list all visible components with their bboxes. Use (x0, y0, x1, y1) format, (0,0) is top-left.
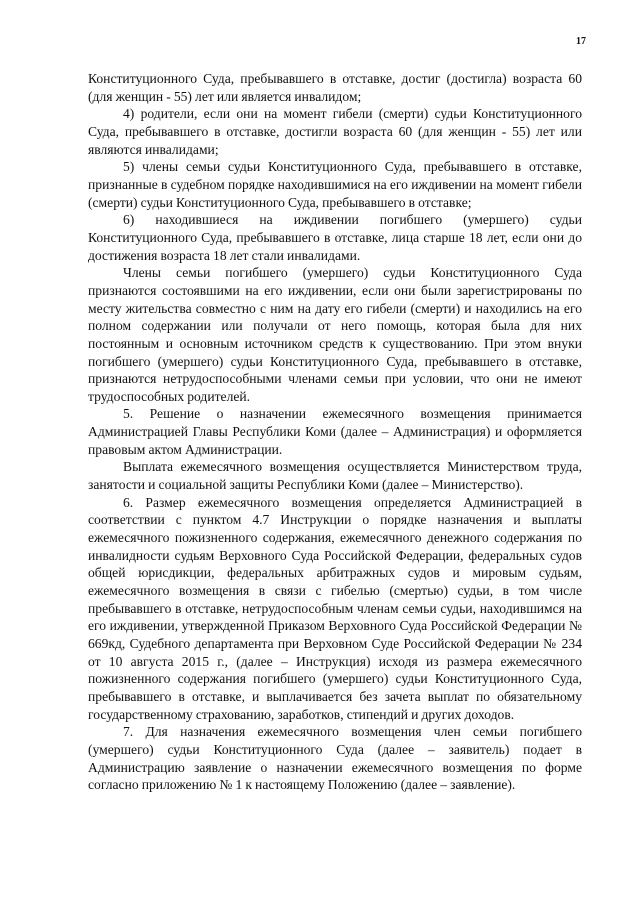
paragraph-item-4: 4) родители, если они на момент гибели (смерти) судьи Конституционного Суда, пребывавшего в отставке, достигли возраста 60 (для женщин - 55) лет или являются инвалидами; (88, 106, 582, 157)
document-body (88, 70, 582, 794)
paragraph-payment: Выплата ежемесячного возмещения осуществляется Министерством труда, занятости и социальной защиты Республики Коми (далее – Министерство). (88, 459, 582, 493)
paragraph-continuation: Конституционного Суда, пребывавшего в отставке, достиг (достигла) возраста 60 (для женщин - 55) лет или является инвалидом; (88, 71, 582, 104)
paragraph-dependents: Члены семьи погибшего (умершего) судьи Конституционного Суда признаются состоявшими на его иждивении, если они были зарегистрированы по месту жительства совместно с ним на дату его гибели (смерти) и находились на его полном содержании или получали от него помощь, которая была для них постоянным и основным источником средств к существованию. При этом внуки погибшего (умершего) судьи Конституционного Суда, пребывавшего в отставке, признаются нетрудоспособными членами семьи при условии, что они не имеют трудоспособных родителей. (88, 265, 582, 404)
paragraph-item-5: 5) члены семьи судьи Конституционного Суда, пребывавшего в отставке, признанные в судебном порядке находившимися на его иждивении на момент гибели (смерти) судьи Конституционного Суда, пребывавшего в отставке; (88, 159, 582, 210)
paragraph-clause-7: 7. Для назначения ежемесячного возмещения член семьи погибшего (умершего) судьи Конституционного Суда (далее – заявитель) подает в Администрацию заявление о назначении ежемесячного возмещения по форме согласно приложению № 1 к настоящему Положению (далее – заявление). (88, 724, 582, 793)
page-number: 17 (576, 36, 586, 47)
paragraph-item-6: 6) находившиеся на иждивении погибшего (умершего) судьи Конституционного Суда, пребывавшего в отставке, лица старше 18 лет, если они до достижения возраста 18 лет стали инвалидами. (88, 212, 582, 263)
paragraph-clause-5: 5. Решение о назначении ежемесячного возмещения принимается Администрацией Главы Республики Коми (далее – Администрация) и оформляется правовым актом Администрации. (88, 406, 582, 457)
paragraph-clause-6: 6. Размер ежемесячного возмещения определяется Администрацией в соответствии с пунктом 4.7 Инструкции о порядке назначения и выплаты ежемесячного пожизненного содержания, ежемесячного денежного содержания по инвалидности судьям Верховного Суда Российской Федерации, федеральных судов общей юрисдикции, федеральных арбитражных судов и мировым судьям, ежемесячного возмещения в связи с гибелью (смертью) судьи, в том числе пребывавшего в отставке, нетрудоспособным членам семьи судьи, находившимся на его иждивении, утвержденной Приказом Верховного Суда Российской Федерации № 669кд, Судебного департамента при Верховном Суде Российской Федерации № 234 от 10 августа 2015 г., (далее – Инструкция) исходя из размера ежемесячного пожизненного содержания погибшего (умершего) судьи Конституционного Суда, пребывавшего в отставке, и выплачивается без зачета выплат по обязательному государственному страхованию, заработков, стипендий и других доходов. (88, 494, 582, 722)
